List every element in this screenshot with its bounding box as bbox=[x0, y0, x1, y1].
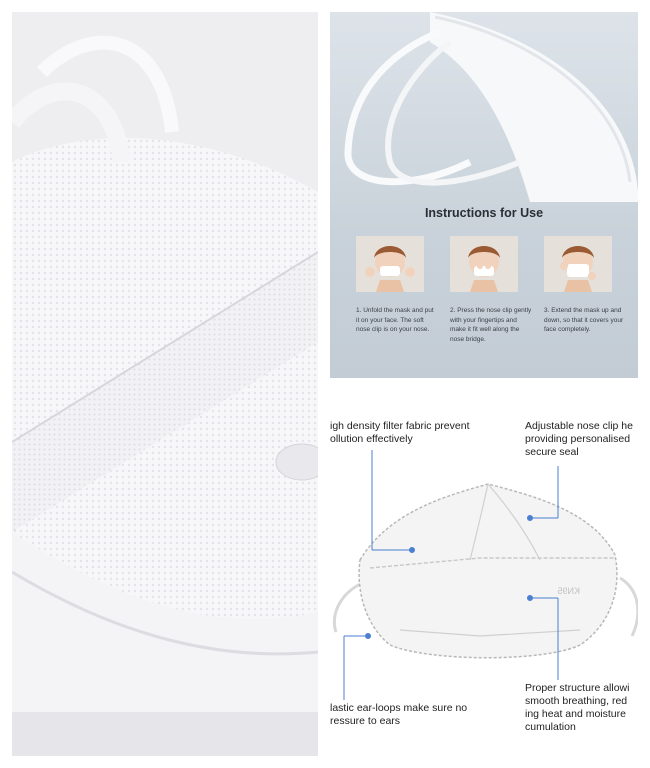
callout-ear-loops: lastic ear-loops make sure no ressure to ears bbox=[330, 702, 468, 727]
mask-closeup-illustration bbox=[12, 12, 318, 756]
instructions-title: Instructions for Use bbox=[424, 206, 544, 220]
step-1-text: 1. Unfold the mask and put it on your face. The soft nose clip is on your nose. bbox=[356, 307, 434, 334]
step-1-illustration bbox=[356, 236, 424, 292]
mask-body bbox=[359, 484, 617, 658]
step-3-illustration bbox=[544, 236, 612, 292]
mask-ear-loop-illustration bbox=[330, 12, 638, 202]
instruction-step-2 bbox=[450, 236, 530, 344]
instructions-panel bbox=[330, 12, 638, 378]
step-3-text: 3. Extend the mask up and down, so that it covers your face completely. bbox=[544, 307, 624, 334]
callout-filter-fabric: igh density filter fabric prevent ollution effectively bbox=[330, 420, 470, 445]
callout-nose-clip: Adjustable nose clip he providing personalised secure seal bbox=[525, 420, 633, 458]
instruction-step-3 bbox=[544, 236, 624, 335]
mask-closeup-photo bbox=[12, 12, 318, 756]
step-2-illustration bbox=[450, 236, 518, 292]
mask-features-diagram bbox=[330, 400, 638, 756]
kn95-print: KN95 bbox=[557, 586, 580, 596]
step-2-text: 2. Press the nose clip gently with your fingertips and make it fit well along the nose bridge. bbox=[450, 307, 532, 343]
instruction-step-1 bbox=[356, 236, 436, 335]
callout-structure: Proper structure allowi smooth breathing, red ing heat and moisture cumulation bbox=[525, 682, 630, 733]
right-ear-loop bbox=[620, 578, 638, 636]
